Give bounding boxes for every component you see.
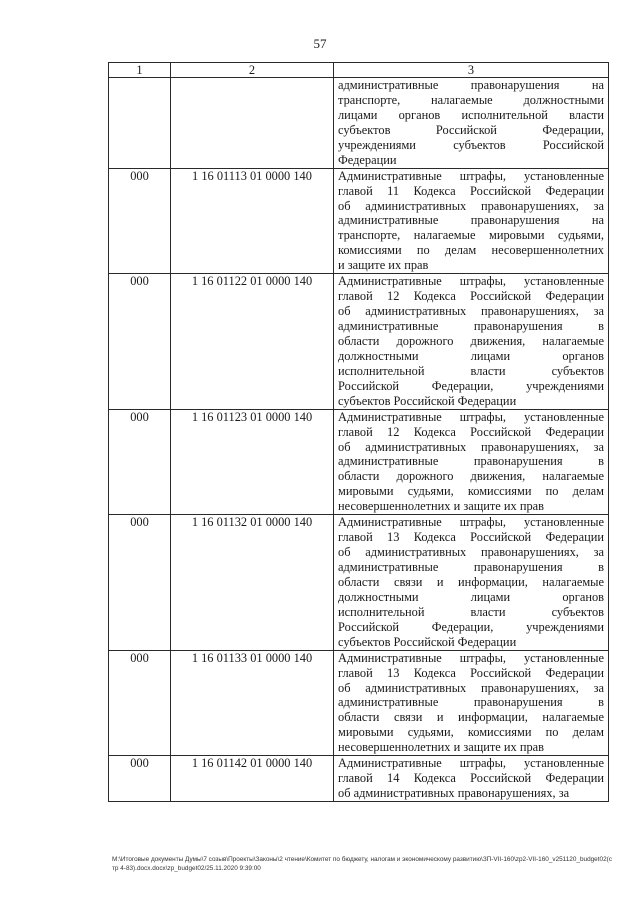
table-row bbox=[109, 274, 609, 409]
column-header-1: 1 bbox=[109, 63, 171, 78]
description-line: транспорте, налагаемые мировыми судьями, bbox=[338, 228, 604, 243]
description-line: учреждениями субъектов Российской bbox=[338, 137, 604, 152]
description-line: Административные штрафы, установленные bbox=[338, 168, 604, 183]
admin-code-cell bbox=[109, 78, 171, 169]
description-line: главой 14 Кодекса Российской Федерации bbox=[338, 771, 604, 786]
description-cell bbox=[334, 756, 609, 802]
admin-code-cell: 000 bbox=[109, 168, 171, 274]
admin-code-cell: 000 bbox=[109, 650, 171, 756]
description-line: административные правонарушения в bbox=[338, 560, 604, 574]
description-line: транспорте, налагаемые должностными bbox=[338, 92, 604, 107]
description-line: административные правонарушения на bbox=[338, 213, 604, 228]
description-line: административные правонарушения в bbox=[338, 319, 604, 333]
description-line: главой 13 Кодекса Российской Федерации bbox=[338, 530, 604, 545]
description-line: Федерации bbox=[338, 152, 397, 167]
description-line: области дорожного движения, налагаемые bbox=[338, 469, 604, 484]
table-row bbox=[109, 515, 609, 650]
description-line: субъектов Российской Федерации bbox=[338, 393, 517, 408]
budget-code-cell: 1 16 01133 01 0000 140 bbox=[171, 650, 334, 756]
description-line: области связи и информации, налагаемые bbox=[338, 710, 604, 725]
admin-code-cell: 000 bbox=[109, 515, 171, 650]
description-line: мировыми судьями, комиссиями по делам bbox=[338, 725, 604, 740]
description-line: Административные штрафы, установленные bbox=[338, 650, 604, 665]
table-row bbox=[109, 650, 609, 756]
admin-code-cell: 000 bbox=[109, 274, 171, 409]
description-line: несовершеннолетних и защите их прав bbox=[338, 740, 545, 755]
budget-code-cell: 1 16 01122 01 0000 140 bbox=[171, 274, 334, 409]
budget-classification-table bbox=[108, 62, 609, 802]
description-line: Административные штрафы, установленные bbox=[338, 515, 604, 530]
description-line: комиссиями по делам несовершеннолетних bbox=[338, 243, 604, 258]
budget-code-cell: 1 16 01123 01 0000 140 bbox=[171, 409, 334, 515]
description-line: административные правонарушения на bbox=[338, 78, 604, 92]
description-cell bbox=[334, 168, 609, 274]
table-header-row bbox=[109, 63, 609, 78]
description-line: об административных правонарушениях, за bbox=[338, 545, 604, 560]
description-line: должностными лицами органов bbox=[338, 348, 604, 363]
description-cell bbox=[334, 515, 609, 650]
description-cell bbox=[334, 409, 609, 515]
description-line: должностными лицами органов bbox=[338, 589, 604, 604]
table-row bbox=[109, 756, 609, 802]
budget-code-cell: 1 16 01113 01 0000 140 bbox=[171, 168, 334, 274]
description-line: Административные штрафы, установленные bbox=[338, 409, 604, 424]
column-header-2: 2 bbox=[171, 63, 334, 78]
description-line: Российской Федерации, учреждениями bbox=[338, 619, 604, 634]
budget-code-cell: 1 16 01142 01 0000 140 bbox=[171, 756, 334, 802]
description-cell bbox=[334, 274, 609, 409]
table-row bbox=[109, 78, 609, 169]
description-cell bbox=[334, 78, 609, 169]
description-line: области дорожного движения, налагаемые bbox=[338, 333, 604, 348]
description-line: субъектов Российской Федерации bbox=[338, 634, 517, 649]
budget-code-cell bbox=[171, 78, 334, 169]
description-line: главой 12 Кодекса Российской Федерации bbox=[338, 289, 604, 304]
description-line: Административные штрафы, установленные bbox=[338, 756, 604, 771]
description-line: главой 11 Кодекса Российской Федерации bbox=[338, 183, 604, 198]
description-line: административные правонарушения в bbox=[338, 695, 604, 710]
description-line: Административные штрафы, установленные bbox=[338, 274, 604, 289]
admin-code-cell: 000 bbox=[109, 409, 171, 515]
description-line: главой 12 Кодекса Российской Федерации bbox=[338, 424, 604, 439]
description-line: административные правонарушения в bbox=[338, 454, 604, 469]
description-line: и защите их прав bbox=[338, 258, 429, 273]
description-cell bbox=[334, 650, 609, 756]
page-number: 57 bbox=[313, 36, 327, 51]
table-row bbox=[109, 168, 609, 274]
document-path-footer: M:\Итоговые документы Думы\7 созыв\Проекты\Законы\2 чтение\Комитет по бюджету, налогам и экономическому развитию\ЗП-VII-160\zp2-VII-160_v251120_budget02(стр 4-83).docx.docx\zp_budget02/25.11.2020 9:39:00 bbox=[112, 856, 612, 872]
table-row bbox=[109, 409, 609, 515]
description-line: об административных правонарушениях, за bbox=[338, 786, 570, 801]
description-line: субъектов Российской Федерации, bbox=[338, 122, 604, 137]
description-line: лицами органов исполнительной власти bbox=[338, 107, 604, 122]
column-header-3: 3 bbox=[334, 63, 609, 78]
description-line: главой 13 Кодекса Российской Федерации bbox=[338, 665, 604, 680]
description-line: об административных правонарушениях, за bbox=[338, 680, 604, 695]
description-line: мировыми судьями, комиссиями по делам bbox=[338, 484, 604, 499]
budget-code-cell: 1 16 01132 01 0000 140 bbox=[171, 515, 334, 650]
description-line: об административных правонарушениях, за bbox=[338, 304, 604, 319]
description-line: исполнительной власти субъектов bbox=[338, 604, 604, 619]
description-line: исполнительной власти субъектов bbox=[338, 363, 604, 378]
description-line: об административных правонарушениях, за bbox=[338, 439, 604, 454]
description-line: несовершеннолетних и защите их прав bbox=[338, 499, 545, 514]
description-line: об административных правонарушениях, за bbox=[338, 198, 604, 213]
description-line: области связи и информации, налагаемые bbox=[338, 574, 604, 589]
admin-code-cell: 000 bbox=[109, 756, 171, 802]
description-line: Российской Федерации, учреждениями bbox=[338, 378, 604, 393]
